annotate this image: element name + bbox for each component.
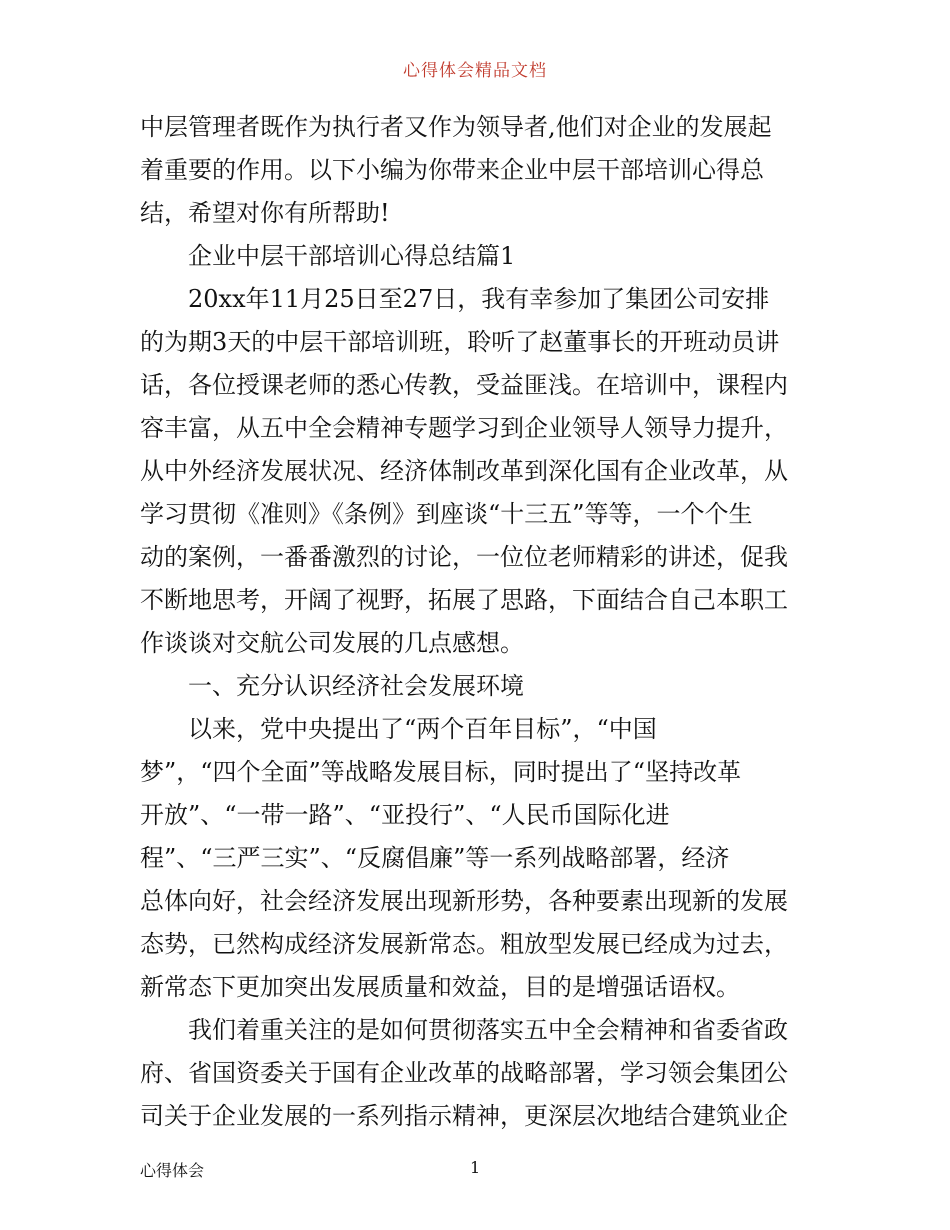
text-line: 司关于企业发展的一系列指示精神，更深层次地结合建筑业企 xyxy=(140,1102,788,1130)
text-line: 动的案例，一番番激烈的讨论，一位位老师精彩的讲述，促我 xyxy=(140,543,788,571)
text-line: 程”、“三严三实”、“反腐倡廉”等一系列战略部署，经济 xyxy=(140,844,730,872)
footer-label: 心得体会 xyxy=(140,1161,205,1180)
text-line: 从中外经济发展状况、经济体制改革到深化国有企业改革，从 xyxy=(140,457,788,485)
text-line: 学习贯彻《准则》《条例》到座谈“十三五”等等，一个个生 xyxy=(140,500,753,528)
text-line: 结，希望对你有所帮助! xyxy=(140,199,390,227)
section-heading: 一、充分认识经济社会发展环境 xyxy=(188,672,524,700)
text-line: 总体向好，社会经济发展出现新形势，各种要素出现新的发展 xyxy=(140,887,788,915)
text-line: 不断地思考，开阔了视野，拓展了思路，下面结合自己本职工 xyxy=(140,586,788,614)
text-line: 的为期3天的中层干部培训班，聆听了赵董事长的开班动员讲 xyxy=(140,328,780,356)
text-line: 我们着重关注的是如何贯彻落实五中全会精神和省委省政 xyxy=(188,1016,788,1044)
text-line: 容丰富，从五中全会精神专题学习到企业领导人领导力提升， xyxy=(140,414,788,442)
page-number: 1 xyxy=(470,1158,481,1177)
text-line: 作谈谈对交航公司发展的几点感想。 xyxy=(140,629,524,657)
document-body xyxy=(140,106,812,1138)
text-line: 着重要的作用。以下小编为你带来企业中层干部培训心得总 xyxy=(140,156,764,184)
text-line: 态势，已然构成经济发展新常态。粗放型发展已经成为过去， xyxy=(140,930,788,958)
text-line: 府、省国资委关于国有企业改革的战略部署，学习领会集团公 xyxy=(140,1059,788,1087)
text-line: 以来，党中央提出了“两个百年目标”，“中国 xyxy=(188,715,657,743)
section-heading: 企业中层干部培训心得总结篇1 xyxy=(188,242,516,270)
page-header-title: 心得体会精品文档 xyxy=(403,61,547,81)
text-line: 20xx年11月25日至27日，我有幸参加了集团公司安排 xyxy=(188,285,770,313)
text-line: 新常态下更加突出发展质量和效益，目的是增强话语权。 xyxy=(140,973,740,1001)
text-line: 中层管理者既作为执行者又作为领导者,他们对企业的发展起 xyxy=(140,113,772,141)
text-line: 开放”、“一带一路”、“亚投行”、“人民币国际化进 xyxy=(140,801,670,829)
text-line: 话，各位授课老师的悉心传教，受益匪浅。在培训中，课程内 xyxy=(140,371,788,399)
text-line: 梦”，“四个全面”等战略发展目标，同时提出了“坚持改革 xyxy=(140,758,742,786)
